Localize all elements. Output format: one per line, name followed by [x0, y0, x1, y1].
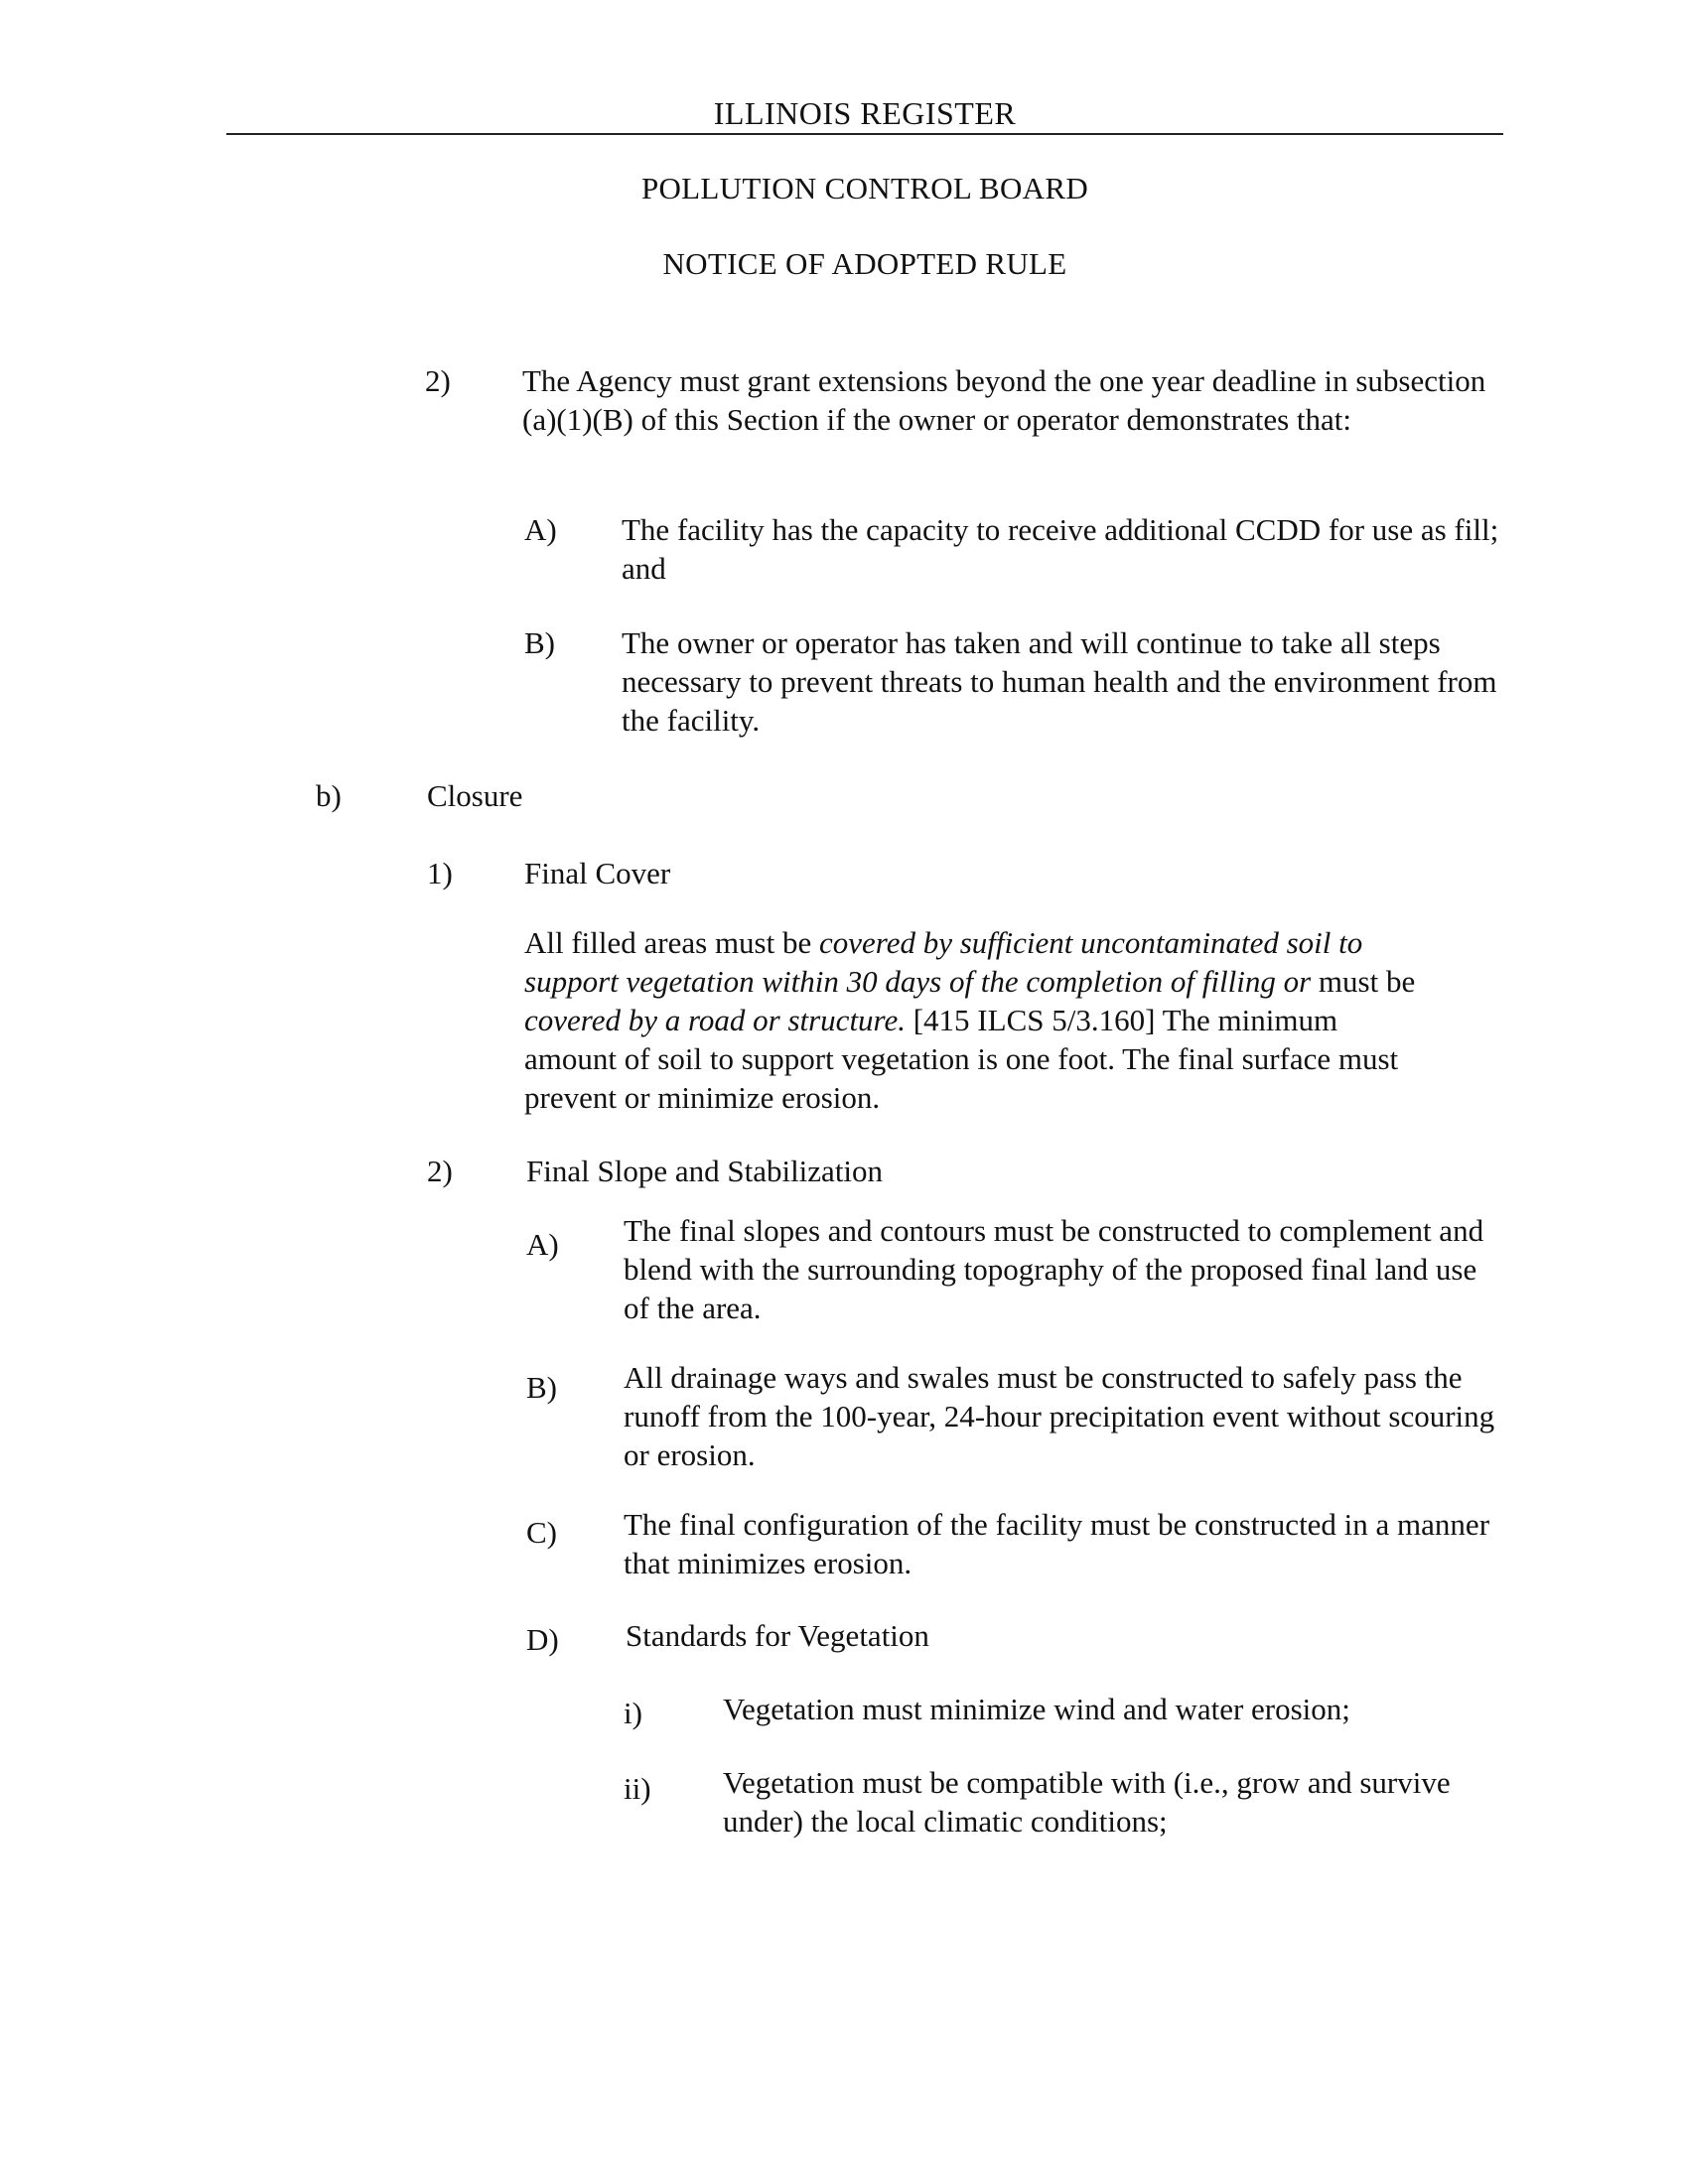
final-cover-text-3: [415 ILCS 5/3.160] The minimum amount of soil to support vegetation is one foot. The final surface must prevent or minimize erosion.: [524, 1003, 1399, 1115]
final-cover-statutory-1: covered by sufficient uncontaminated soil to support vegetation within 30 days of the completion of filling or: [524, 925, 1363, 999]
slope-D-label: D): [526, 1622, 559, 1657]
final-slope-title: Final Slope and Stabilization: [526, 1154, 884, 1188]
vegetation-i-label: i): [624, 1696, 642, 1730]
section-b-title: Closure: [427, 778, 523, 813]
slope-B-text: All drainage ways and swales must be constructed to safely pass the runoff from the 100-year, 24-hour precipitation event without scouring or erosion.: [624, 1360, 1495, 1472]
slope-B-label: B): [526, 1370, 557, 1405]
slope-C-text: The final configuration of the facility must be constructed in a manner that minimizes erosion.: [624, 1507, 1490, 1580]
slope-A-label: A): [526, 1227, 559, 1262]
board-name: POLLUTION CONTROL BOARD: [640, 171, 1089, 205]
final-cover-label: 1): [427, 856, 453, 890]
item-2-B-text: The owner or operator has taken and will continue to take all steps necessary to prevent threats to human health and the environment from the facility.: [622, 625, 1497, 738]
item-2-text: The Agency must grant extensions beyond the one year deadline in subsection (a)(1)(B) of this Section if the owner or operator demonstrates that:: [522, 363, 1486, 437]
vegetation-i-text: Vegetation must minimize wind and water erosion;: [723, 1692, 1350, 1726]
slope-D-title: Standards for Vegetation: [626, 1618, 929, 1653]
item-2-A-text: The facility has the capacity to receive additional CCDD for use as fill; and: [622, 512, 1499, 586]
register-header: ILLINOIS REGISTER: [713, 95, 1017, 131]
section-b-label: b): [316, 778, 342, 813]
final-cover-title: Final Cover: [524, 856, 671, 890]
item-2-label: 2): [425, 363, 451, 398]
header-rule: [226, 133, 1503, 135]
slope-A-text: The final slopes and contours must be constructed to complement and blend with the surrounding topography of the proposed final land use of the area.: [624, 1213, 1484, 1325]
vegetation-ii-label: ii): [624, 1771, 651, 1806]
final-cover-text-1: All filled areas must be: [524, 925, 819, 960]
final-slope-label: 2): [427, 1154, 453, 1188]
final-cover-text-2: must be: [1311, 964, 1416, 999]
item-2-A-label: A): [524, 512, 557, 547]
final-cover-paragraph: [524, 923, 1418, 1117]
slope-C-label: C): [526, 1515, 557, 1550]
notice-title: NOTICE OF ADOPTED RULE: [662, 246, 1067, 281]
item-2-B-label: B): [524, 625, 555, 660]
final-cover-statutory-2: covered by a road or structure.: [524, 1003, 906, 1037]
vegetation-ii-text: Vegetation must be compatible with (i.e., grow and survive under) the local climatic conditions;: [723, 1765, 1451, 1839]
